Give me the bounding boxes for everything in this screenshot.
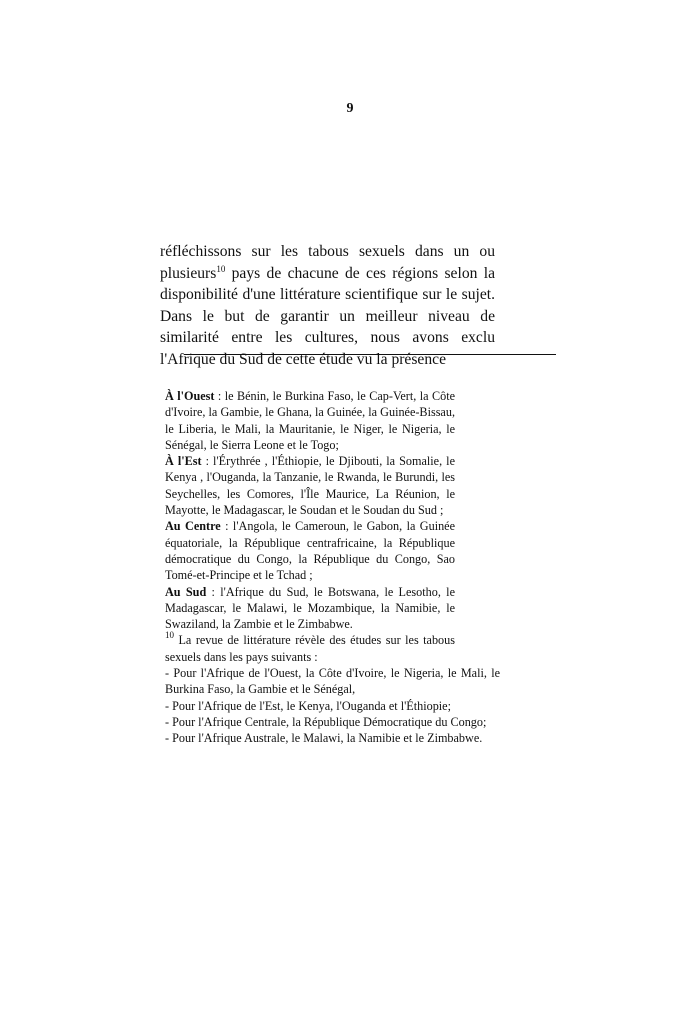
list-item: - Pour l'Afrique Australe, le Malawi, la Namibie et le Zimbabwe.	[165, 731, 483, 746]
body-text-rest: pays de chacune de ces régions selon la disponibilité d'une littérature scientifique sur le sujet. Dans le but de garantir un meilleur niveau de similarité entre les cultures, nous avons exclu l'Afrique du Sud de cette étude vu la présence	[160, 264, 495, 368]
footnote-10-marker: 10	[165, 630, 174, 641]
footnotes	[165, 388, 500, 747]
footnote-separator	[184, 354, 556, 355]
region-text: : l'Afrique du Sud, le Botswana, le Lesotho, le Madagascar, le Malawi, le Mozambique, la Namibie, le Swaziland, la Zambie et le Zimbabwe.	[165, 584, 455, 632]
footnote-10	[165, 632, 455, 665]
footnote-region-centre	[165, 518, 455, 583]
region-text: : l'Érythrée , l'Éthiopie, le Djibouti, la Somalie, le Kenya , l'Ouganda, la Tanzanie, le Rwanda, le Burundi, les Seychelles, les Comores, l'Île Maurice, La Réunion, le Mayotte, le Madagascar, le Soudan et le Soudan du Sud ;	[165, 454, 455, 518]
region-text: : l'Angola, le Cameroun, le Gabon, la Guinée équatoriale, la République centrafricaine, la République démocratique du Congo, la République du Congo, Sao Tomé-et-Principe et le Tchad ;	[165, 519, 455, 583]
list-item: - Pour l'Afrique de l'Est, le Kenya, l'Ouganda et l'Éthiopie;	[165, 698, 451, 713]
footnote-region-east	[165, 453, 455, 518]
page-number: 9	[346, 101, 354, 116]
footnote-region-west	[165, 388, 455, 453]
region-label: À l'Ouest	[165, 389, 215, 403]
list-item: - Pour l'Afrique de l'Ouest, la Côte d'Ivoire, le Nigeria, le Mali, le Burkina Faso, la Gambie et le Sénégal,	[165, 666, 500, 697]
footnote-10-text: La revue de littérature révèle des études sur les tabous sexuels dans les pays suivants :	[165, 633, 455, 664]
footnote-ref-10: 10	[216, 263, 226, 274]
body-paragraph	[160, 241, 495, 370]
footnote-region-south	[165, 584, 455, 633]
region-text: : le Bénin, le Burkina Faso, le Cap-Vert, la Côte d'Ivoire, la Gambie, le Ghana, la Guinée, la Guinée-Bissau, le Liberia, le Mali, la Mauritanie, le Niger, le Nigeria, le Sénégal, le Sierra Leone et le Togo;	[165, 389, 455, 452]
region-label: À l'Est	[165, 454, 202, 469]
list-item: - Pour l'Afrique Centrale, la République Démocratique du Congo;	[165, 714, 487, 729]
region-label: Au Centre	[165, 519, 221, 534]
body-text-start: réfléchissons sur les tabous sexuels dans un ou plusieurs	[160, 243, 495, 282]
footnote-10-list	[165, 665, 500, 746]
region-label: Au Sud	[165, 584, 207, 599]
